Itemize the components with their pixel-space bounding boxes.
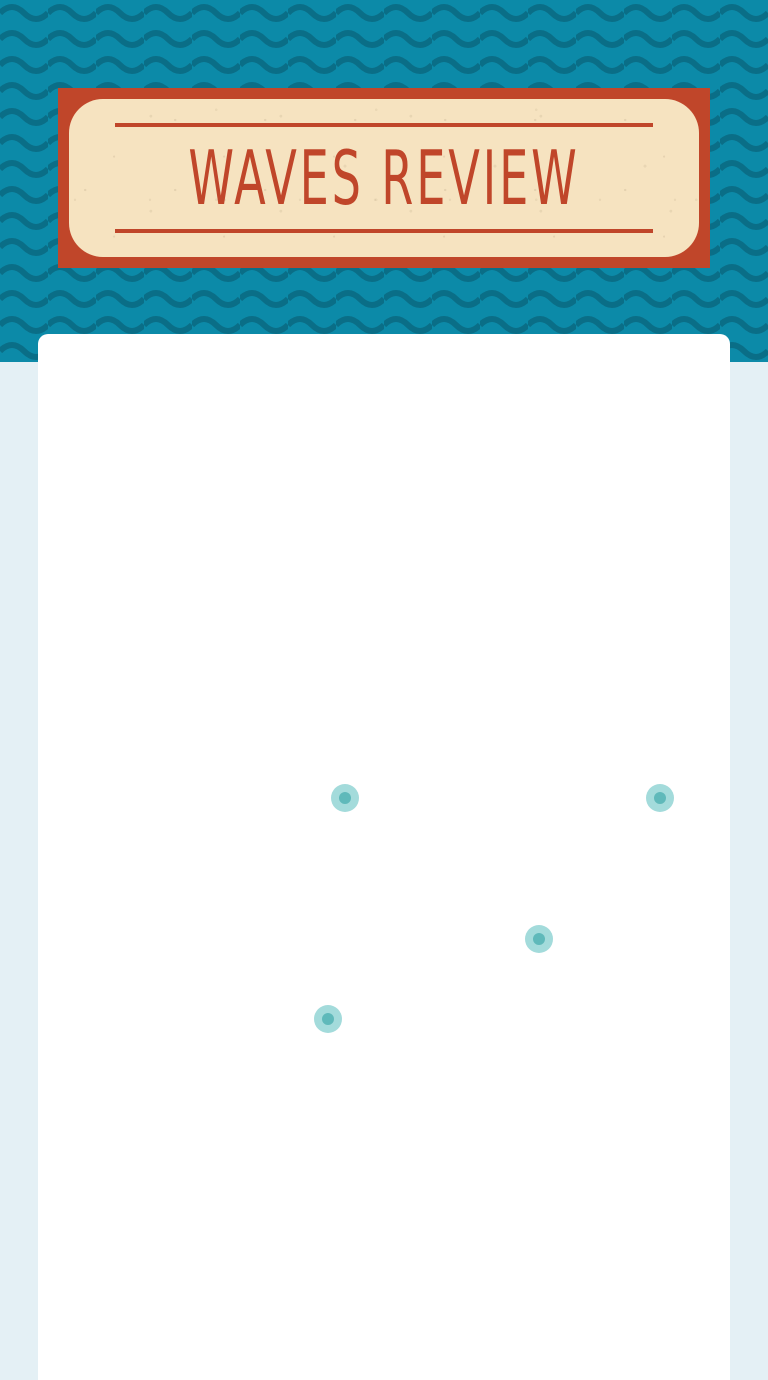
hotspot-b[interactable]: [525, 925, 553, 953]
hotspot-d[interactable]: [314, 1005, 342, 1033]
title-banner: [58, 88, 710, 268]
title-plaque-paper: [69, 99, 699, 257]
page-title: WAVES REVIEW: [188, 134, 580, 222]
content-card: [38, 334, 730, 1380]
hotspot-c[interactable]: [646, 784, 674, 812]
hotspot-a[interactable]: [331, 784, 359, 812]
